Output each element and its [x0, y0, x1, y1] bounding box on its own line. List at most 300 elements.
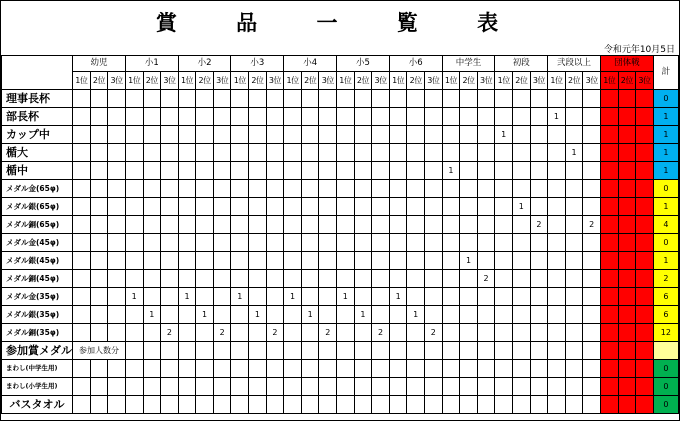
data-cell	[425, 126, 443, 144]
data-cell	[301, 234, 319, 252]
data-cell	[73, 306, 91, 324]
data-cell	[512, 324, 530, 342]
data-cell: 1	[178, 288, 196, 306]
place-header: 3位	[266, 72, 284, 90]
data-cell	[442, 306, 460, 324]
data-cell	[425, 144, 443, 162]
data-cell	[425, 90, 443, 108]
data-cell: 2	[477, 270, 495, 288]
team-cell	[600, 144, 618, 162]
data-cell	[583, 234, 601, 252]
data-cell	[284, 216, 302, 234]
team-cell	[618, 324, 636, 342]
data-cell: 1	[284, 288, 302, 306]
data-cell	[319, 288, 337, 306]
table-row	[2, 144, 679, 162]
data-cell	[249, 324, 267, 342]
participants-cell: 参加人数分	[73, 342, 126, 360]
data-cell	[213, 144, 231, 162]
data-cell	[389, 396, 407, 414]
page-title: 賞 品 一 覧 表	[155, 11, 525, 35]
data-cell	[319, 180, 337, 198]
data-cell	[565, 378, 583, 396]
row-label: カップ中	[2, 126, 73, 144]
data-cell	[495, 396, 513, 414]
data-cell	[161, 252, 179, 270]
data-cell	[548, 198, 566, 216]
data-cell	[407, 162, 425, 180]
data-cell	[161, 180, 179, 198]
data-cell	[125, 162, 143, 180]
data-cell	[196, 342, 214, 360]
data-cell	[512, 342, 530, 360]
date-label: 令和元年10月5日	[603, 45, 675, 55]
total-cell: 6	[653, 288, 678, 306]
data-cell	[249, 180, 267, 198]
data-cell	[90, 108, 108, 126]
data-cell	[548, 252, 566, 270]
data-cell	[407, 270, 425, 288]
data-cell	[284, 360, 302, 378]
data-cell	[442, 342, 460, 360]
row-label: メダル銀(65φ)	[2, 198, 73, 216]
data-cell	[213, 162, 231, 180]
data-cell	[319, 216, 337, 234]
data-cell	[548, 144, 566, 162]
data-cell	[389, 144, 407, 162]
data-cell	[90, 216, 108, 234]
data-cell	[249, 234, 267, 252]
data-cell	[213, 270, 231, 288]
place-header: 3位	[636, 72, 654, 90]
data-cell	[90, 324, 108, 342]
data-cell	[337, 90, 355, 108]
data-cell	[196, 90, 214, 108]
data-cell	[231, 252, 249, 270]
data-cell	[495, 198, 513, 216]
data-cell	[266, 378, 284, 396]
team-header: 団体戦	[600, 56, 653, 72]
data-cell	[178, 234, 196, 252]
data-cell	[73, 162, 91, 180]
data-cell	[548, 162, 566, 180]
data-cell	[565, 198, 583, 216]
data-cell	[460, 90, 478, 108]
data-cell	[249, 288, 267, 306]
data-cell	[196, 216, 214, 234]
table-row	[2, 162, 679, 180]
data-cell	[301, 342, 319, 360]
data-cell	[477, 288, 495, 306]
data-cell	[548, 126, 566, 144]
data-cell	[301, 216, 319, 234]
data-cell	[284, 324, 302, 342]
data-cell	[460, 360, 478, 378]
data-cell	[530, 180, 548, 198]
data-cell	[425, 378, 443, 396]
team-cell	[618, 234, 636, 252]
data-cell	[301, 90, 319, 108]
data-cell	[125, 198, 143, 216]
data-cell	[460, 396, 478, 414]
data-cell	[90, 162, 108, 180]
data-cell	[565, 306, 583, 324]
data-cell	[337, 270, 355, 288]
data-cell	[73, 234, 91, 252]
place-header: 3位	[477, 72, 495, 90]
data-cell	[477, 360, 495, 378]
row-label: 楯中	[2, 162, 73, 180]
data-cell	[548, 306, 566, 324]
data-cell	[548, 270, 566, 288]
team-cell	[618, 252, 636, 270]
total-cell: 0	[653, 180, 678, 198]
data-cell	[90, 252, 108, 270]
team-cell	[636, 288, 654, 306]
row-label: メダル銅(45φ)	[2, 270, 73, 288]
place-header: 1位	[548, 72, 566, 90]
team-cell	[636, 342, 654, 360]
data-cell: 1	[301, 306, 319, 324]
data-cell	[354, 108, 372, 126]
data-cell	[337, 144, 355, 162]
data-cell	[565, 288, 583, 306]
row-label: 楯大	[2, 144, 73, 162]
row-label: メダル金(35φ)	[2, 288, 73, 306]
data-cell	[512, 288, 530, 306]
place-header: 2位	[90, 72, 108, 90]
team-cell	[618, 144, 636, 162]
data-cell	[495, 252, 513, 270]
data-cell	[460, 270, 478, 288]
data-cell	[90, 360, 108, 378]
data-cell	[565, 162, 583, 180]
data-cell	[354, 180, 372, 198]
data-cell	[143, 396, 161, 414]
data-cell	[161, 90, 179, 108]
data-cell	[319, 108, 337, 126]
data-cell	[425, 216, 443, 234]
data-cell	[143, 252, 161, 270]
data-cell	[90, 198, 108, 216]
data-cell	[512, 306, 530, 324]
data-cell	[73, 180, 91, 198]
data-cell	[73, 126, 91, 144]
data-cell	[372, 270, 390, 288]
table-row	[2, 288, 679, 306]
data-cell	[231, 108, 249, 126]
data-cell	[512, 216, 530, 234]
team-cell	[600, 306, 618, 324]
place-header: 3位	[530, 72, 548, 90]
data-cell: 2	[319, 324, 337, 342]
data-cell	[407, 90, 425, 108]
data-cell	[495, 234, 513, 252]
data-cell	[249, 162, 267, 180]
table-row	[2, 216, 679, 234]
place-header: 1位	[73, 72, 91, 90]
data-cell	[231, 270, 249, 288]
data-cell	[407, 342, 425, 360]
data-cell	[477, 324, 495, 342]
data-cell	[161, 144, 179, 162]
data-cell	[372, 252, 390, 270]
data-cell	[548, 396, 566, 414]
data-cell	[565, 342, 583, 360]
data-cell	[530, 324, 548, 342]
team-cell	[618, 90, 636, 108]
data-cell	[266, 162, 284, 180]
data-cell	[354, 216, 372, 234]
data-cell	[565, 126, 583, 144]
data-cell	[337, 198, 355, 216]
data-cell	[213, 306, 231, 324]
data-cell	[460, 144, 478, 162]
data-cell	[161, 396, 179, 414]
team-cell	[600, 216, 618, 234]
data-cell	[284, 234, 302, 252]
data-cell	[108, 180, 126, 198]
team-cell	[600, 234, 618, 252]
data-cell: 1	[460, 252, 478, 270]
data-cell: 1	[407, 306, 425, 324]
total-cell: 12	[653, 324, 678, 342]
data-cell	[178, 198, 196, 216]
place-header: 2位	[354, 72, 372, 90]
data-cell	[108, 108, 126, 126]
row-label: バスタオル	[2, 396, 73, 414]
data-cell: 1	[125, 288, 143, 306]
data-cell	[178, 360, 196, 378]
data-cell	[178, 162, 196, 180]
data-cell	[196, 144, 214, 162]
data-cell	[143, 216, 161, 234]
group-header: 初段	[495, 56, 548, 72]
data-cell	[495, 108, 513, 126]
data-cell	[266, 342, 284, 360]
data-cell	[284, 198, 302, 216]
data-cell	[319, 306, 337, 324]
place-header: 3位	[583, 72, 601, 90]
data-cell	[354, 270, 372, 288]
data-cell	[477, 234, 495, 252]
data-cell	[249, 396, 267, 414]
data-cell	[301, 162, 319, 180]
row-label: 参加賞メダル	[2, 342, 73, 360]
data-cell	[407, 198, 425, 216]
data-cell	[442, 180, 460, 198]
data-cell	[249, 144, 267, 162]
data-cell	[90, 90, 108, 108]
place-header: 3位	[425, 72, 443, 90]
team-cell	[600, 342, 618, 360]
data-cell	[583, 270, 601, 288]
data-cell	[442, 252, 460, 270]
data-cell	[231, 360, 249, 378]
data-cell	[213, 342, 231, 360]
data-cell	[178, 216, 196, 234]
data-cell	[477, 126, 495, 144]
data-cell	[583, 126, 601, 144]
total-cell: 4	[653, 216, 678, 234]
data-cell	[442, 378, 460, 396]
data-cell	[143, 378, 161, 396]
data-cell	[442, 324, 460, 342]
data-cell	[337, 234, 355, 252]
data-cell: 1	[495, 126, 513, 144]
data-cell	[372, 216, 390, 234]
data-cell	[108, 306, 126, 324]
data-cell	[213, 198, 231, 216]
data-cell	[284, 270, 302, 288]
data-cell	[231, 162, 249, 180]
data-cell	[337, 126, 355, 144]
place-header: 3位	[108, 72, 126, 90]
place-header: 2位	[249, 72, 267, 90]
data-cell	[407, 396, 425, 414]
data-cell	[583, 306, 601, 324]
data-cell	[512, 270, 530, 288]
table-row	[2, 306, 679, 324]
total-cell: 0	[653, 360, 678, 378]
data-cell	[477, 144, 495, 162]
data-cell	[196, 270, 214, 288]
total-cell: 1	[653, 198, 678, 216]
data-cell	[284, 90, 302, 108]
data-cell	[337, 324, 355, 342]
data-cell	[565, 360, 583, 378]
team-cell	[618, 216, 636, 234]
team-cell	[636, 378, 654, 396]
team-cell	[636, 180, 654, 198]
data-cell	[213, 108, 231, 126]
data-cell	[442, 234, 460, 252]
data-cell	[90, 288, 108, 306]
data-cell	[161, 162, 179, 180]
data-cell	[125, 270, 143, 288]
data-cell	[512, 108, 530, 126]
data-cell	[389, 324, 407, 342]
data-cell	[442, 108, 460, 126]
data-cell	[477, 378, 495, 396]
data-cell	[196, 378, 214, 396]
data-cell	[301, 270, 319, 288]
total-cell: 2	[653, 270, 678, 288]
place-header: 2位	[407, 72, 425, 90]
header-row-places	[2, 72, 679, 90]
data-cell	[460, 324, 478, 342]
total-cell: 6	[653, 306, 678, 324]
data-cell	[108, 252, 126, 270]
data-cell	[495, 270, 513, 288]
data-cell	[425, 252, 443, 270]
team-cell	[600, 396, 618, 414]
data-cell	[231, 126, 249, 144]
team-cell	[618, 198, 636, 216]
group-header: 中学生	[442, 56, 495, 72]
data-cell	[213, 360, 231, 378]
table-row	[2, 198, 679, 216]
data-cell	[213, 252, 231, 270]
data-cell	[354, 360, 372, 378]
data-cell: 2	[266, 324, 284, 342]
team-cell	[618, 180, 636, 198]
row-label: メダル金(65φ)	[2, 180, 73, 198]
row-label: メダル銅(65φ)	[2, 216, 73, 234]
team-cell	[636, 252, 654, 270]
data-cell	[565, 216, 583, 234]
data-cell	[125, 306, 143, 324]
data-cell	[301, 108, 319, 126]
data-cell	[442, 216, 460, 234]
data-cell	[495, 90, 513, 108]
data-cell	[583, 198, 601, 216]
data-cell	[495, 360, 513, 378]
data-cell	[301, 396, 319, 414]
data-cell	[73, 288, 91, 306]
data-cell	[319, 90, 337, 108]
header-corner	[2, 56, 73, 90]
group-header: 小4	[284, 56, 337, 72]
data-cell	[178, 270, 196, 288]
data-cell	[125, 360, 143, 378]
data-cell	[266, 198, 284, 216]
total-cell: 0	[653, 90, 678, 108]
team-cell	[618, 162, 636, 180]
team-cell	[600, 270, 618, 288]
data-cell	[125, 252, 143, 270]
data-cell	[161, 234, 179, 252]
data-cell	[354, 342, 372, 360]
data-cell	[372, 108, 390, 126]
place-header: 3位	[213, 72, 231, 90]
data-cell	[196, 252, 214, 270]
place-header: 2位	[301, 72, 319, 90]
data-cell	[583, 360, 601, 378]
data-cell	[512, 378, 530, 396]
data-cell	[354, 126, 372, 144]
total-cell: 1	[653, 108, 678, 126]
team-cell	[618, 288, 636, 306]
data-cell	[495, 288, 513, 306]
data-cell	[372, 306, 390, 324]
data-cell	[196, 108, 214, 126]
table-row	[2, 180, 679, 198]
data-cell: 1	[196, 306, 214, 324]
table-row	[2, 252, 679, 270]
data-cell	[196, 162, 214, 180]
data-cell	[460, 216, 478, 234]
data-cell	[583, 342, 601, 360]
table-row	[2, 324, 679, 342]
data-cell	[372, 90, 390, 108]
team-cell	[600, 162, 618, 180]
team-cell	[618, 360, 636, 378]
data-cell	[161, 360, 179, 378]
data-cell	[372, 288, 390, 306]
data-cell	[407, 378, 425, 396]
data-cell	[73, 90, 91, 108]
data-cell	[125, 144, 143, 162]
data-cell	[583, 378, 601, 396]
data-cell	[319, 378, 337, 396]
data-cell	[425, 288, 443, 306]
place-header: 1位	[125, 72, 143, 90]
data-cell	[548, 234, 566, 252]
team-cell	[600, 180, 618, 198]
data-cell	[354, 162, 372, 180]
data-cell	[512, 234, 530, 252]
